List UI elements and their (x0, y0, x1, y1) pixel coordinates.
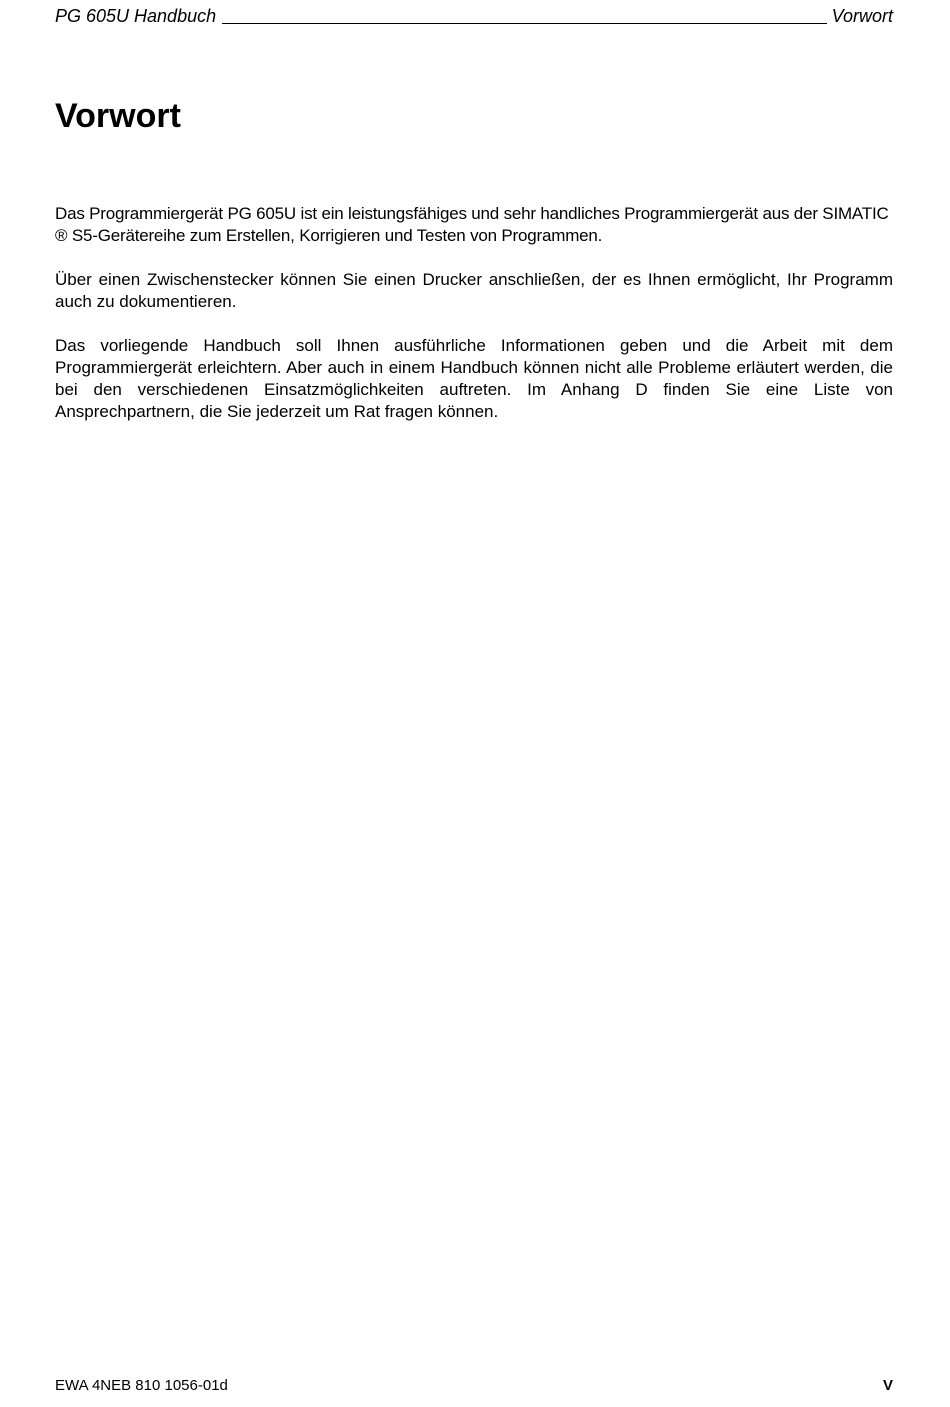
page-footer (55, 1376, 893, 1396)
header-section-title: Vorwort (831, 6, 893, 26)
paragraph-printer: Über einen Zwischenstecker können Sie einen Drucker anschließen, der es Ihnen ermöglicht, Ihr Programm auch zu dokumentieren. (55, 270, 893, 311)
paragraph-manual-purpose: Das vorliegende Handbuch soll Ihnen ausführliche Informationen geben und die Arbeit mit dem Programmiergerät erleichtern. Aber auch in einem Handbuch können nicht alle Probleme erläutert werden, die bei den verschiedenen Einsatzmöglichkeiten auftreten. Im Anhang D finden Sie eine Liste von Ansprechpartnern, die Sie jederzeit um Rat fragen können. (55, 336, 893, 421)
body-text (55, 203, 893, 445)
running-header (55, 2, 893, 26)
page-title: Vorwort (55, 97, 181, 135)
header-rule (222, 3, 827, 24)
footer-document-id: EWA 4NEB 810 1056-01d (55, 1377, 228, 1394)
header-manual-title: PG 605U Handbuch (55, 6, 217, 26)
paragraph-intro: Das Programmiergerät PG 605U ist ein leistungsfähiges und sehr handliches Programmiergerät aus der SIMATIC ® S5-Gerätereihe zum Erstellen, Korrigieren und Testen von Programmen. (55, 204, 889, 245)
footer-page-number: V (882, 1377, 893, 1394)
